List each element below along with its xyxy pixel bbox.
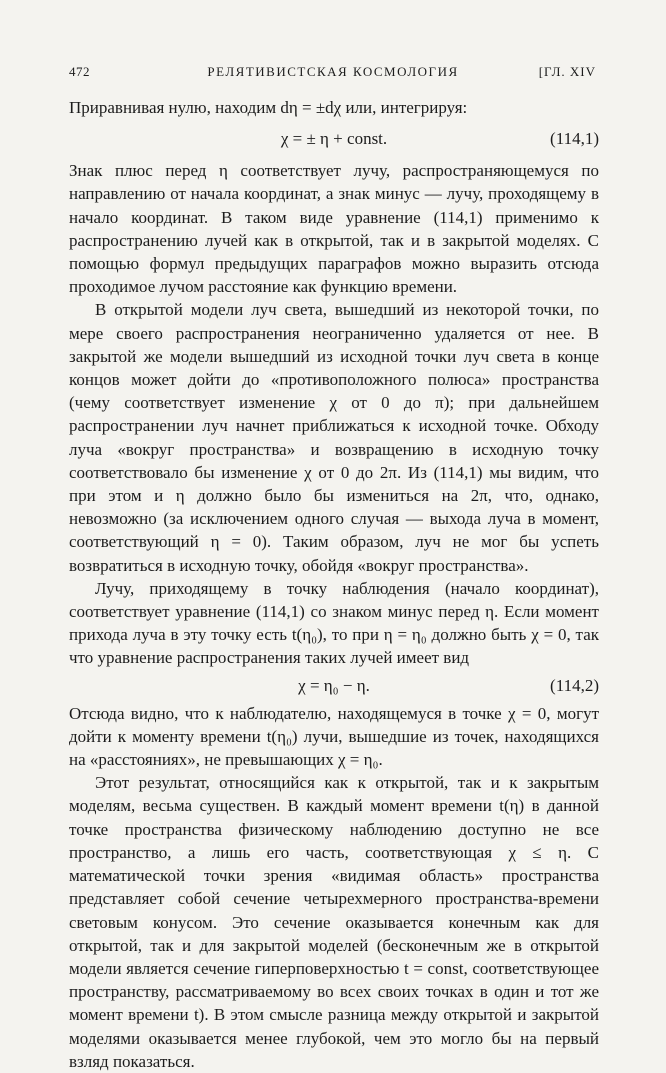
paragraph-observer: Отсюда видно, что к наблюдателю, находящемуся в точке χ = 0, могут дойти к моменту времени t(η₀) лучи, вышедшие из точек, находящихся на «расстояниях», не превышающих χ = η₀. (69, 703, 599, 770)
equation-number: (114,2) (550, 675, 599, 695)
equation-114-1 (69, 119, 599, 159)
paragraph-sign: Знак плюс перед η соответствует лучу, распространяющемуся по направлению от начала координат, а знак минус — лучу, проходящему в начало координат. В таком виде уравнение (114,1) применимо к распространению лучей как в открытой, так и в закрытой моделях. С помощью формул предыдущих параграфов можно выразить отсюда проходимое лучом расстояние как функцию времени. (69, 161, 599, 297)
chapter-label: [ГЛ. XIV (538, 64, 596, 79)
running-title: РЕЛЯТИВИСТСКАЯ КОСМОЛОГИЯ (207, 64, 459, 79)
paragraph-open-closed: В открытой модели луч света, вышедший из некоторой точки, по мере своего распространения неограниченно удаляется от нее. В закрытой же модели вышедший из исходной точки луч света в конце концов может дойти до «противоположного полюса» пространства (чему соответствует изменение χ от 0 до π); при дальнейшем распространении луч начнет приближаться к исходной точке. Обходу луча «вокруг пространства» и возвращению в исходную точку соответствовало бы изменение χ от 0 до 2π. Из (114,1) мы видим, что при этом и η должно было бы измениться на 2π, что, однако, невозможно (за исключением одного случая — выхода луча в момент, соответствующий η = 0). Таким образом, луч не мог бы успеть возвратиться в исходную точку, обойдя «вокруг пространства». (69, 300, 599, 575)
equation-formula: χ = η₀ − η. (298, 675, 370, 695)
page-number: 472 (69, 64, 90, 79)
equation-number: (114,1) (550, 129, 599, 149)
equation-114-2 (69, 670, 599, 702)
paragraph-intro: Приравнивая нулю, находим dη = ±dχ или, интегрируя: (69, 98, 468, 117)
paragraph-visible-region: Этот результат, относящийся как к открытой, так и к закрытым моделям, весьма существен. В каждый момент времени t(η) в данной точке пространства физическому наблюдению доступно не все пространство, а лишь его часть, соответствующая χ ≤ η. С математической точки зрения «видимая область» пространства представляет собой сечение четырехмерного пространства-времени световым конусом. Это сечение оказывается конечным как для открытой, так и для закрытой моделей (бесконечным же в открытой модели является сечение гиперповерхностью t = const, соответствующее пространству, рассматриваемому во всех своих точках в один и тот же момент времени t). В этом смысле разница между открытой и закрытой моделями оказывается менее глубокой, чем это могло бы на первый взляд показаться. (69, 773, 599, 1071)
paragraph-incoming-ray: Лучу, приходящему в точку наблюдения (начало координат), соответствует уравнение (114,1) со знаком минус перед η. Если момент прихода луча в эту точку есть t(η₀), то при η = η₀ должно быть χ = 0, так что уравнение распространения таких лучей имеет вид (69, 578, 599, 668)
page-body (69, 96, 599, 1073)
equation-formula: χ = ± η + const. (280, 129, 388, 149)
